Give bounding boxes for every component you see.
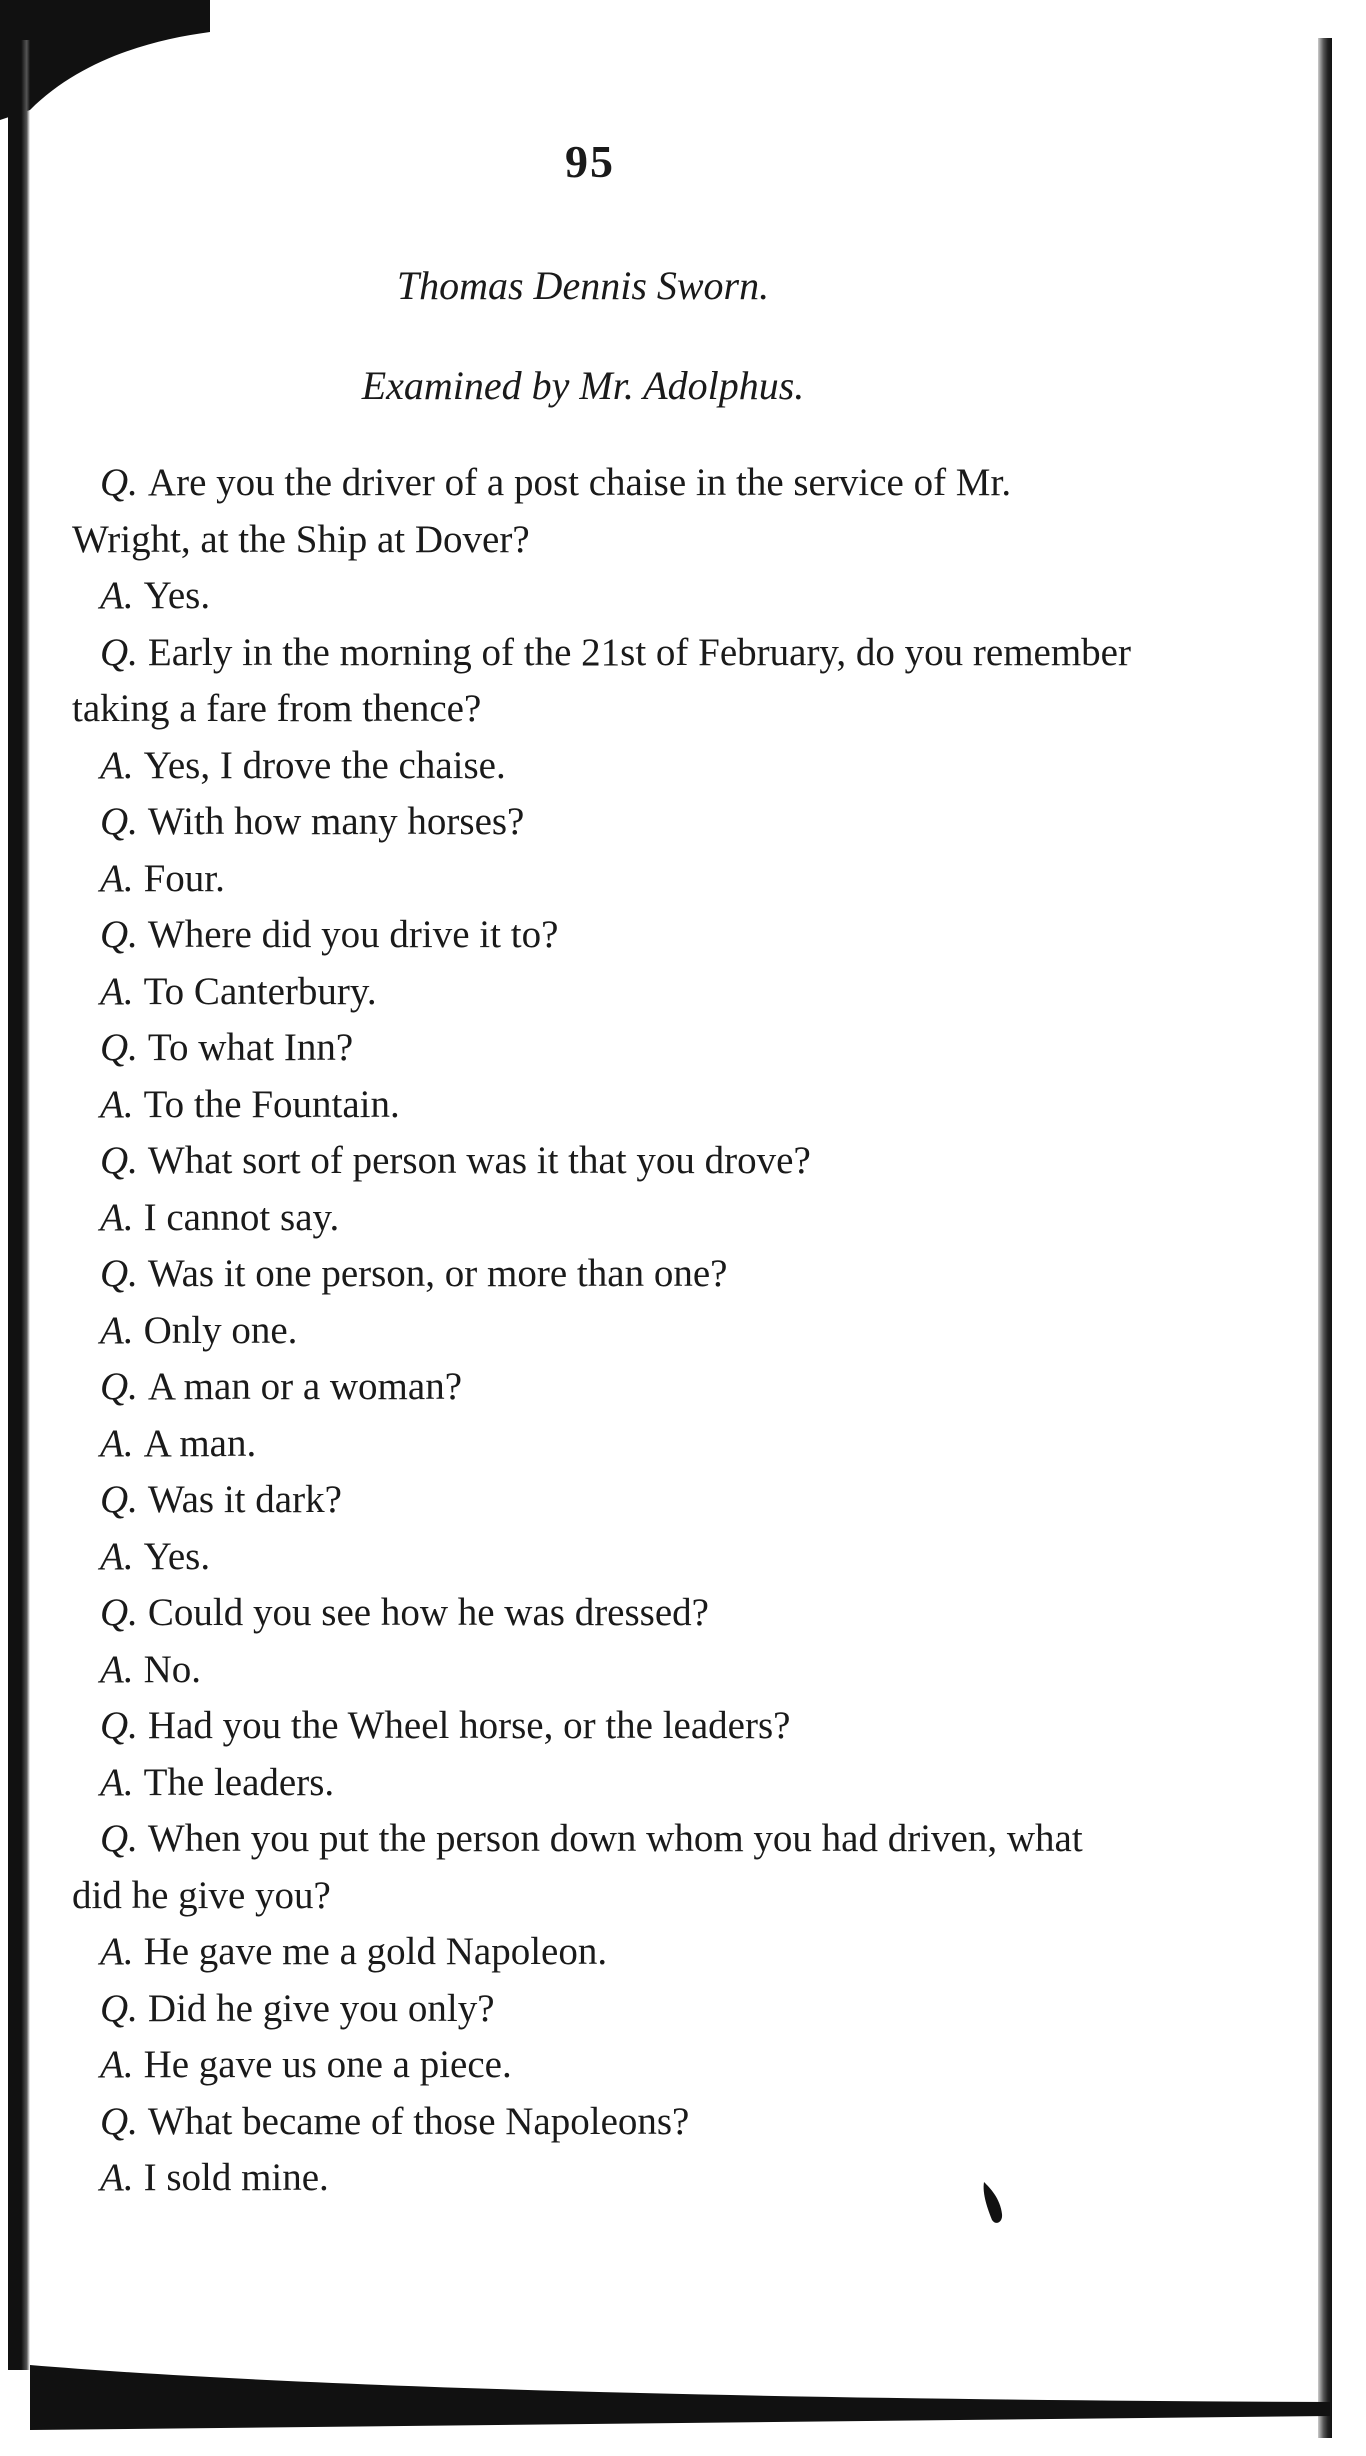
testimony-answer: A. I sold mine. xyxy=(100,2156,329,2199)
testimony-question: Q. When you put the person down whom you had driven, what did he give you? xyxy=(72,1817,1083,1917)
testimony-answer: A. The leaders. xyxy=(100,1760,335,1804)
testimony-answer: A. To the Fountain. xyxy=(100,1082,400,1126)
page-number: 95 xyxy=(565,136,615,187)
scan-corner-shadow xyxy=(0,0,210,120)
testimony-question: Q. A man or a woman? xyxy=(100,1365,462,1408)
ink-blot xyxy=(980,2180,1004,2226)
witness-heading: Thomas Dennis Sworn. xyxy=(396,263,770,308)
testimony-answer: A. Yes. xyxy=(100,1534,211,1578)
testimony-question: Q. Was it dark? xyxy=(100,1478,342,1521)
scan-bottom-border xyxy=(30,2360,1330,2430)
testimony-question: Q. Are you the driver of a post chaise in the service of Mr. Wright, at the Ship at Dover? xyxy=(72,461,1012,561)
examiner-heading: Examined by Mr. Adolphus. xyxy=(361,363,805,408)
testimony-answer: A. He gave us one a piece. xyxy=(100,2043,512,2086)
testimony-answer: A. To Canterbury. xyxy=(100,969,377,1013)
testimony-question: Q. To what Inn? xyxy=(100,1026,354,1069)
testimony-answer: A. Four. xyxy=(100,856,225,900)
testimony-question: Q. What became of those Napoleons? xyxy=(100,2099,690,2143)
testimony-answer: A. Yes. xyxy=(100,574,211,617)
testimony-answer: A. He gave me a gold Napoleon. xyxy=(100,1930,608,1973)
testimony-question: Q. Could you see how he was dressed? xyxy=(100,1591,709,1634)
testimony-question: Q. Had you the Wheel horse, or the leaders? xyxy=(100,1704,791,1747)
scan-right-border xyxy=(1318,38,1332,2438)
testimony-question: Q. Did he give you only? xyxy=(100,1986,495,2030)
testimony-question: Q. With how many horses? xyxy=(100,800,525,843)
testimony-answer: A. No. xyxy=(100,1647,201,1691)
testimony-transcript xyxy=(72,455,1132,2207)
testimony-answer: A. I cannot say. xyxy=(100,1195,340,1239)
testimony-answer: A. A man. xyxy=(100,1421,257,1465)
testimony-question: Q. Was it one person, or more than one? xyxy=(100,1252,728,1295)
testimony-question: Q. Early in the morning of the 21st of February, do you remember taking a fare from thence? xyxy=(72,630,1131,730)
testimony-question: Q. What sort of person was it that you drove? xyxy=(100,1139,811,1182)
testimony-question: Q. Where did you drive it to? xyxy=(100,913,559,956)
testimony-answer: A. Only one. xyxy=(100,1308,298,1352)
testimony-answer: A. Yes, I drove the chaise. xyxy=(100,743,506,787)
